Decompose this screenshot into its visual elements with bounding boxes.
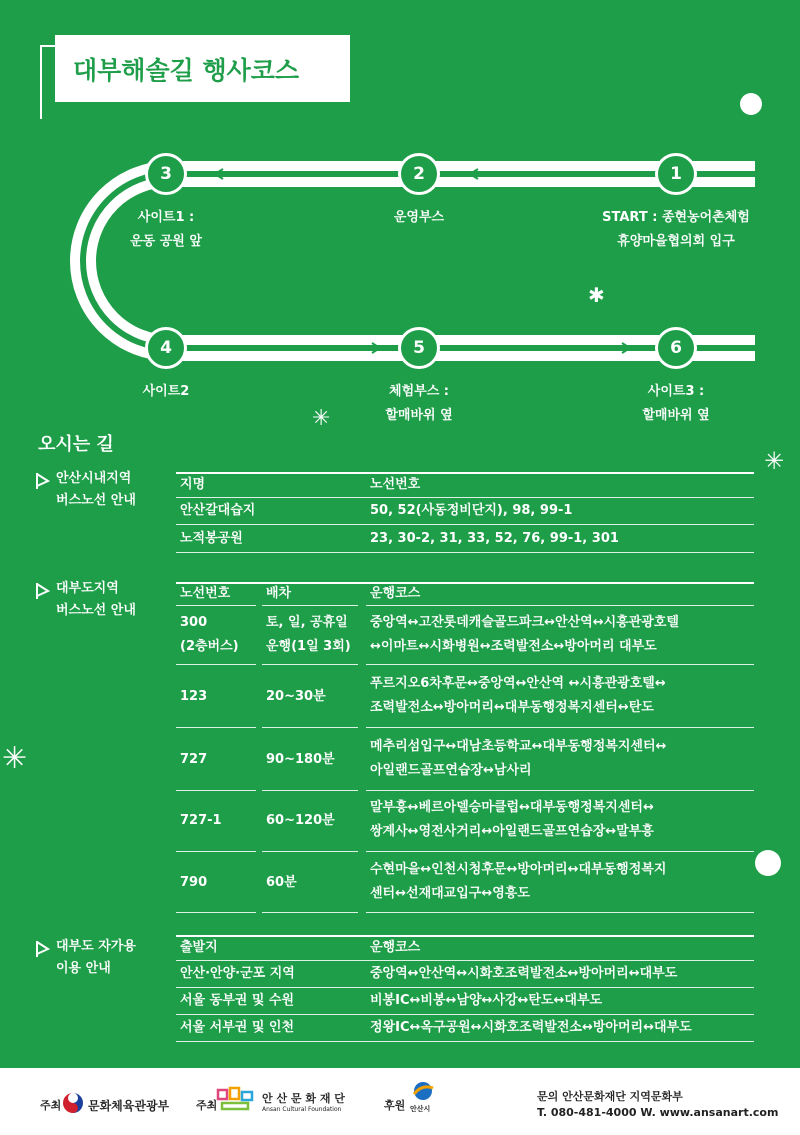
daebu-bus-cell: 727 [180, 752, 208, 767]
daebu-bus-cell: 수현마을↔인천시청후문↔방아머리↔대부동행정복지 센터↔선재대교입구↔영흥도 [370, 862, 667, 901]
daebu-bus-cell: 790 [180, 875, 208, 890]
host2-label: 주최 [196, 1099, 218, 1112]
car-cell: 중앙역↔안산역↔시화호조력발전소↔방아머리↔대부도 [370, 966, 678, 981]
car-cell: 비봉IC↔비봉↔남양↔사강↔탄도↔대부도 [370, 993, 603, 1008]
course-node-6: 6 [655, 327, 697, 369]
contact-line-2: T. 080-481-4000 W. www.ansanart.com [537, 1106, 779, 1119]
course-node-1: 1 [655, 153, 697, 195]
node-label-6: 사이트3 : 할매바위 옆 [642, 384, 710, 423]
host-name: 문화체육관광부 [88, 1099, 170, 1113]
divider [176, 582, 754, 584]
daebu-bus-cell: 메추리섬입구↔대남초등학교↔대부동행정복지센터↔ 아일랜드골프연습장↔남사리 [370, 739, 667, 778]
divider [366, 912, 754, 913]
daebu-bus-header-course: 운행코스 [370, 586, 421, 601]
node-label-2: 운영부스 [393, 210, 445, 225]
daebu-bus-cell: 60~120분 [266, 813, 335, 828]
course-node-2: 2 [398, 153, 440, 195]
divider [262, 912, 358, 913]
flag-icon [35, 940, 51, 958]
sparkle-icon: ✱ [588, 283, 605, 307]
divider [176, 851, 256, 852]
daebu-bus-cell: 토, 일, 공휴일 운행(1일 3회) [266, 615, 351, 654]
city-bus-header-route: 노선번호 [370, 477, 421, 492]
foundation-logo-icon [216, 1086, 256, 1114]
host-label: 주최 [40, 1099, 62, 1112]
divider [262, 727, 358, 728]
daebu-bus-cell: 123 [180, 689, 208, 704]
daebu-bus-header-num: 노선번호 [180, 586, 231, 601]
divider [366, 605, 754, 606]
divider [176, 1014, 754, 1015]
footer [0, 1068, 800, 1135]
contact-line-1: 문의 안산문화재단 지역문화부 [537, 1090, 683, 1103]
sponsor-label: 후원 [384, 1099, 406, 1112]
sponsor-city: 안산시 [410, 1105, 431, 1113]
node-label-1: START : 종현농어촌체험 휴양마을협의회 입구 [602, 210, 750, 249]
ansan-city-logo-icon [409, 1080, 435, 1102]
city-bus-cell: 노적봉공원 [180, 531, 243, 546]
divider [262, 605, 358, 606]
node-label-5: 체험부스 : 할매바위 옆 [385, 384, 453, 423]
divider [176, 960, 754, 961]
daebu-bus-cell: 20~30분 [266, 689, 326, 704]
course-node-5: 5 [398, 327, 440, 369]
divider [366, 790, 754, 791]
decor-dot [755, 850, 781, 876]
sparkle-icon: ✳ [764, 447, 785, 475]
divider [366, 727, 754, 728]
page-title: 대부해솔길 행사코스 [55, 35, 350, 102]
foundation-name: 안 산 문 화 재 단 [262, 1092, 345, 1105]
car-cell: 서울 서부권 및 인천 [180, 1020, 295, 1035]
car-cell: 안산·안양·군포 지역 [180, 966, 295, 981]
divider [176, 524, 754, 525]
daebu-bus-header-interval: 배차 [266, 586, 292, 601]
divider [176, 987, 754, 988]
daebu-bus-label: 대부도지역 버스노선 안내 [56, 581, 136, 618]
daebu-bus-cell: 90~180분 [266, 752, 335, 767]
course-node-3: 3 [145, 153, 187, 195]
flag-icon [35, 472, 51, 490]
city-bus-cell: 50, 52(사동정비단지), 98, 99-1 [370, 503, 573, 518]
node-label-3: 사이트1 : 운동 공원 앞 [130, 210, 202, 249]
daebu-bus-cell: 300 (2층버스) [180, 615, 239, 654]
daebu-bus-cell: 말부흥↔베르아델승마클럽↔대부동행정복지센터↔ 쌍계사↔영전사거리↔아일랜드골프연습장↔말부흥 [370, 800, 654, 839]
city-bus-cell: 23, 30-2, 31, 33, 52, 76, 99-1, 301 [370, 531, 619, 546]
divider [262, 790, 358, 791]
daebu-bus-cell: 60분 [266, 875, 297, 890]
sparkle-icon: ✳ [2, 741, 28, 776]
node-label-4: 사이트2 [142, 384, 190, 399]
divider [176, 790, 256, 791]
divider [176, 727, 256, 728]
divider [366, 664, 754, 665]
foundation-name-en: Ansan Cultural Foundation [262, 1106, 342, 1113]
city-bus-cell: 안산갈대습지 [180, 503, 256, 518]
daebu-bus-cell: 727-1 [180, 813, 222, 828]
car-label: 대부도 자가용 이용 안내 [56, 939, 136, 976]
city-bus-header-place: 지명 [180, 477, 206, 492]
divider [176, 472, 754, 474]
divider [262, 851, 358, 852]
divider [262, 664, 358, 665]
divider [176, 497, 754, 498]
car-header-origin: 출발지 [180, 940, 218, 955]
car-header-course: 운행코스 [370, 940, 421, 955]
taegeuk-logo-icon [62, 1092, 84, 1114]
divider [176, 605, 256, 606]
car-cell: 서울 동부권 및 수원 [180, 993, 295, 1008]
daebu-bus-cell: 푸르지오6차후문↔중앙역↔안산역 ↔시흥관광호텔↔ 조력발전소↔방아머리↔대부동행정복지센터↔탄도 [370, 676, 666, 715]
daebu-bus-cell: 중앙역↔고잔롯데캐슬골드파크↔안산역↔시흥관광호텔 ↔이마트↔시화병원↔조력발전소↔방아머리 대부도 [370, 615, 679, 654]
car-cell: 정왕IC↔옥구공원↔시화호조력발전소↔방아머리↔대부도 [370, 1020, 692, 1035]
directions-title: 오시는 길 [38, 434, 114, 455]
divider [176, 1041, 754, 1042]
city-bus-label: 안산시내지역 버스노선 안내 [56, 471, 136, 508]
divider [176, 935, 754, 937]
sparkle-icon: ✳ [312, 406, 331, 431]
flag-icon [35, 582, 51, 600]
divider [176, 912, 256, 913]
divider [366, 851, 754, 852]
divider [176, 552, 754, 553]
divider [176, 664, 256, 665]
course-node-4: 4 [145, 327, 187, 369]
